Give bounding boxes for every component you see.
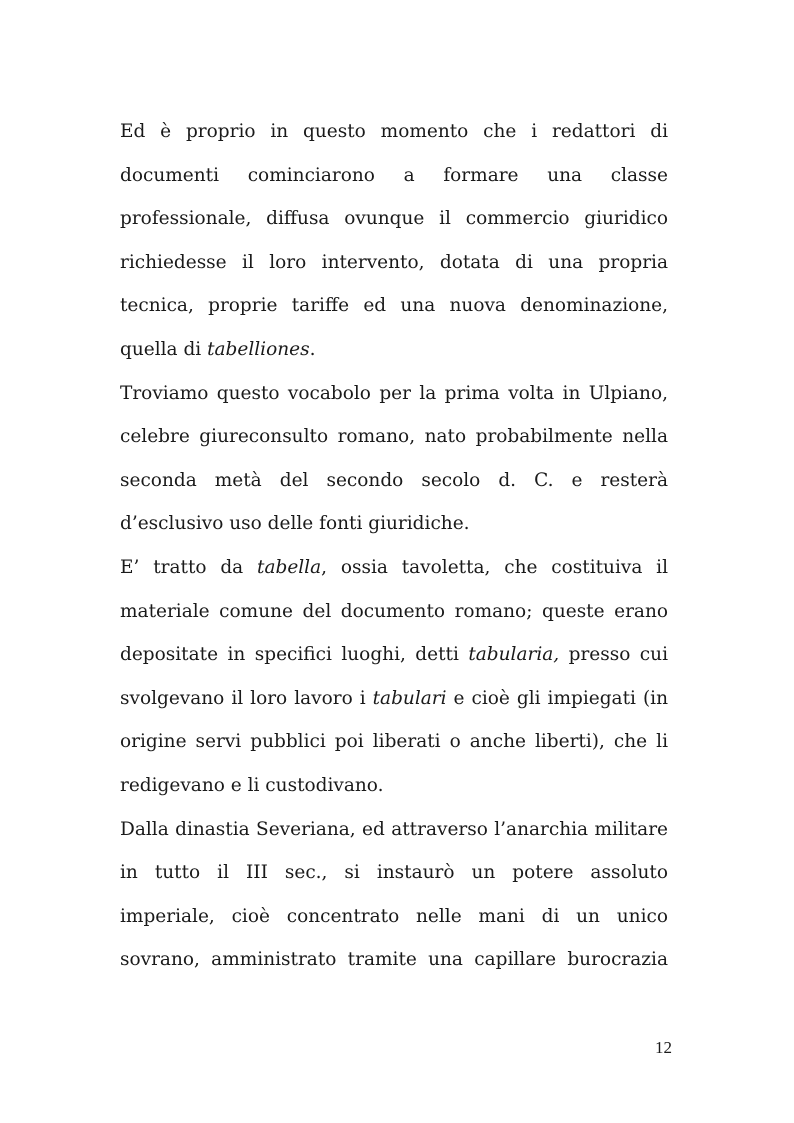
paragraph-3: E’ tratto da tabella, ossia tavoletta, che costituiva il materiale comune del documento romano; queste erano depositate in specifici luoghi, detti tabularia, presso cui svolgevano il loro lavoro i tabulari e cioè gli impiegati (in origine servi pubblici poi liberati o anche liberti), che li redigevano e li custodivano. [120, 556, 668, 796]
paragraph-4: Dalla dinastia Severiana, ed attraverso l’anarchia militare in tutto il III sec., si instaurò un potere assoluto imperiale, cioè concentrato nelle mani di un unico sovrano, amministrato tramite una capillare burocrazia [120, 818, 668, 971]
page-number: 12 [655, 1038, 672, 1057]
term-tabelliones: tabelliones [207, 338, 310, 360]
term-tabulari: tabulari [372, 687, 447, 709]
term-tabella: tabella [257, 556, 322, 578]
body-text [120, 110, 668, 982]
term-tabularia: tabularia, [468, 644, 560, 666]
paragraph-1: Ed è proprio in questo momento che i redattori di documenti cominciarono a formare una classe professionale, diffusa ovunque il commercio giuridico richiedesse il loro intervento, dotata di una propria tecnica, proprie tariffe ed una nuova denominazione, quella di tabelliones. [120, 121, 668, 360]
paragraph-2: Troviamo questo vocabolo per la prima volta in Ulpiano, celebre giureconsulto romano, nato probabilmente nella seconda metà del secondo secolo d. C. e resterà d’esclusivo uso delle fonti giuridiche. [120, 382, 668, 535]
